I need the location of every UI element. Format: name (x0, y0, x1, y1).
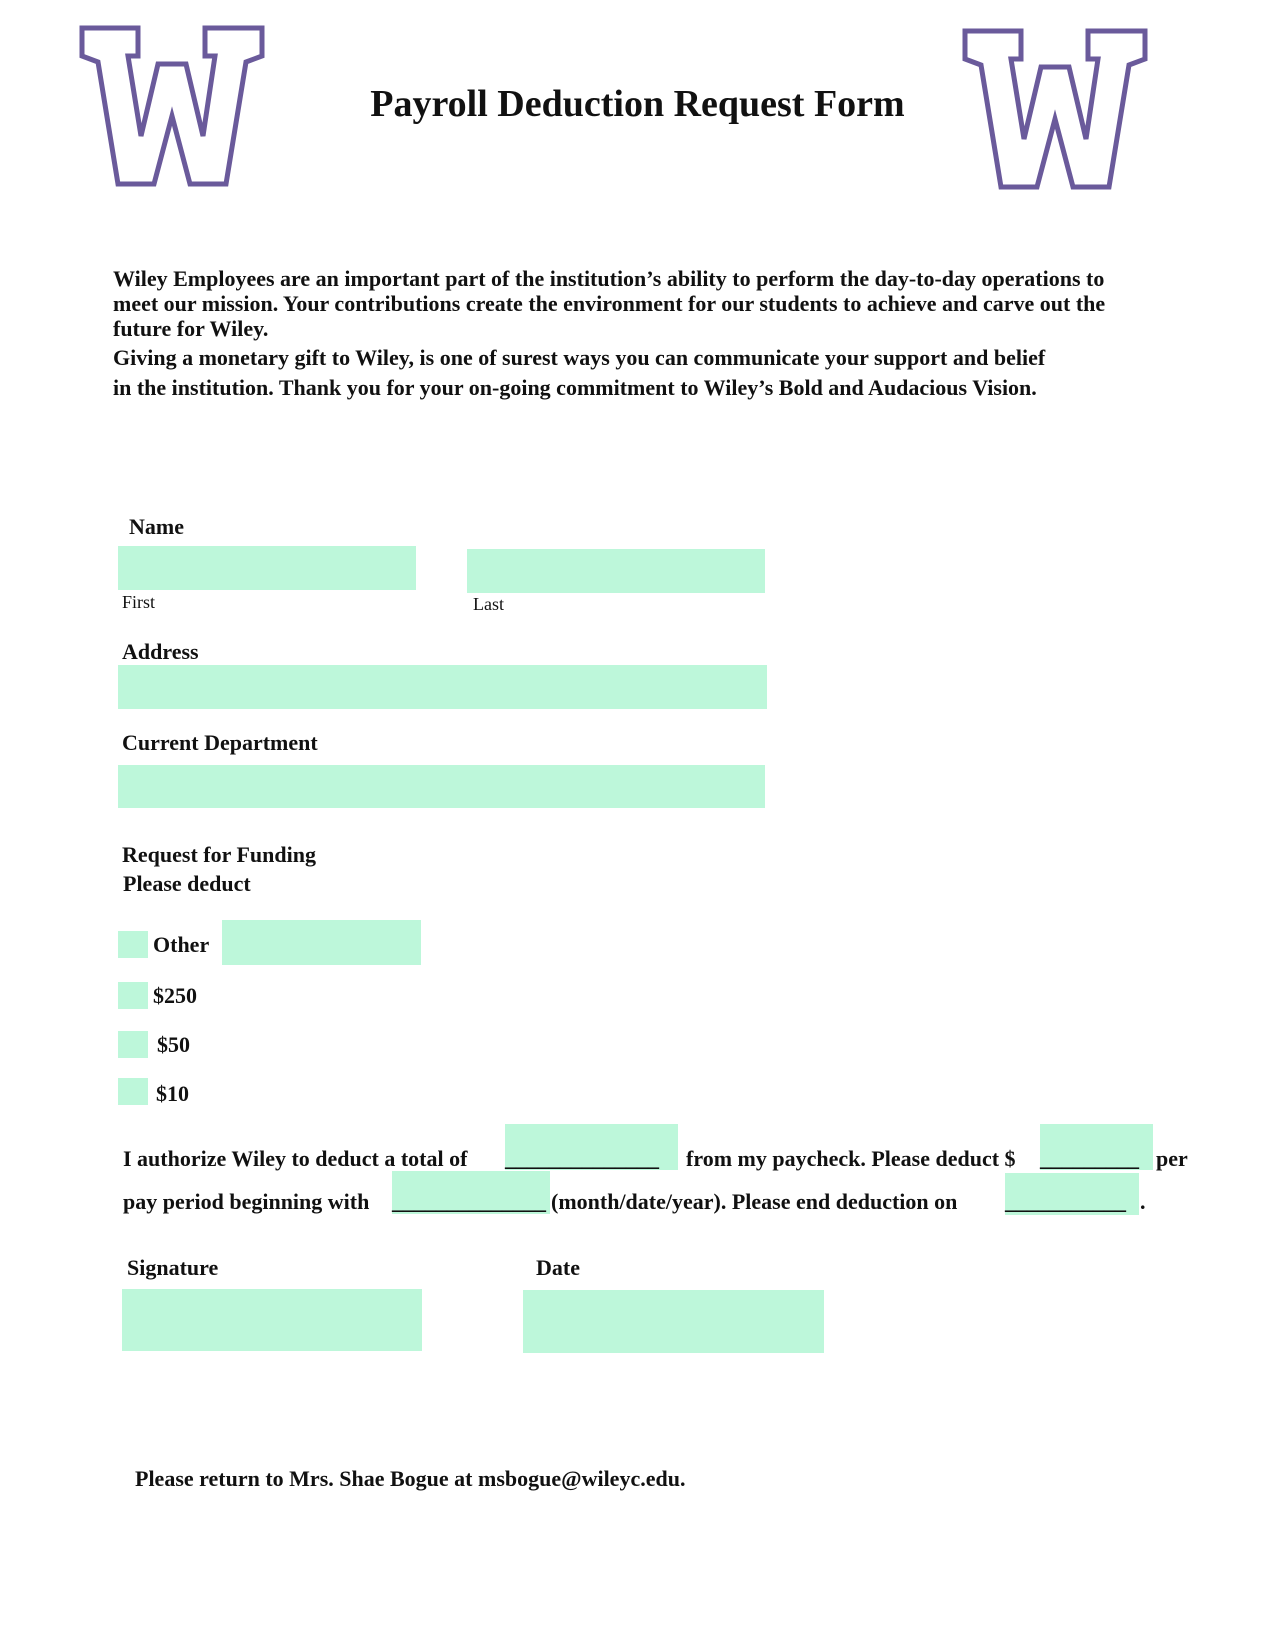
intro-paragraph-2: Giving a monetary gift to Wiley, is one of surest ways you can communicate your support and belief in the institution. Thank you for your on-going commitment to Wiley’s Bold and Audacious Vision. (113, 345, 1046, 400)
total-blank-line: ______________ (505, 1146, 659, 1171)
last-name-field[interactable] (467, 549, 765, 593)
name-label: Name (129, 514, 184, 539)
signature-label: Signature (127, 1255, 219, 1280)
authorize-text-4: pay period beginning with (123, 1189, 370, 1214)
50-checkbox[interactable] (118, 1031, 148, 1058)
other-option-label: Other (153, 932, 210, 957)
address-field[interactable] (118, 665, 767, 709)
end-blank-line: ___________ (1005, 1189, 1126, 1214)
first-name-field[interactable] (118, 546, 416, 590)
other-amount-field[interactable] (222, 920, 421, 965)
date-field[interactable] (523, 1290, 824, 1353)
other-checkbox[interactable] (118, 931, 148, 958)
50-option-label: $50 (157, 1032, 190, 1057)
first-sublabel: First (122, 592, 156, 612)
signature-field[interactable] (122, 1289, 422, 1351)
10-checkbox[interactable] (118, 1078, 148, 1105)
per-blank-line: _________ (1040, 1146, 1139, 1171)
funding-label: Request for Funding (122, 842, 316, 867)
authorize-text-2: from my paycheck. Please deduct $ (686, 1146, 1016, 1171)
250-checkbox[interactable] (118, 982, 148, 1009)
authorize-text-5: (month/date/year). Please end deduction on (551, 1189, 958, 1214)
authorize-text-1: I authorize Wiley to deduct a total of (123, 1146, 468, 1171)
page-title: Payroll Deduction Request Form (370, 83, 905, 125)
intro-paragraph-1: Wiley Employees are an important part of the institution’s ability to perform the day-to-day operations to meet our mission. Your contributions create the environment for our students to achieve and carve out the future for Wiley. (113, 266, 1106, 341)
10-option-label: $10 (156, 1081, 189, 1106)
last-sublabel: Last (473, 594, 504, 614)
date-label: Date (536, 1255, 580, 1280)
deduct-label: Please deduct (123, 871, 251, 896)
department-field[interactable] (118, 765, 765, 808)
address-label: Address (122, 639, 199, 664)
authorize-text-3: per (1156, 1146, 1188, 1171)
return-instructions: Please return to Mrs. Shae Bogue at msbogue@wileyc.edu. (135, 1466, 686, 1491)
wiley-w-logo-left (78, 24, 266, 190)
authorize-period: . (1140, 1189, 1146, 1214)
250-option-label: $250 (153, 983, 197, 1008)
department-label: Current Department (122, 730, 318, 755)
wiley-w-logo-right (961, 27, 1149, 193)
begin-blank-line: ______________ (392, 1189, 546, 1214)
